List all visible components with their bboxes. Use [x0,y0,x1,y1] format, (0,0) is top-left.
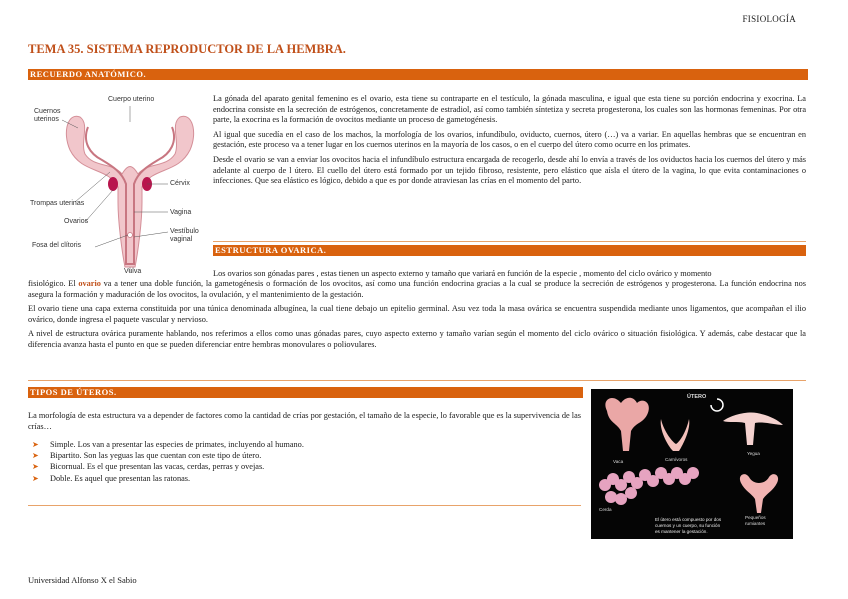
estructura-text [28,279,806,355]
photo-label-carnivoros: Carnívoros [665,457,688,462]
list-item: ➤ Simple. Los van a presentar las especies de primates, incluyendo al humano. [32,440,304,449]
section-band-estructura [213,245,806,256]
label-trompas: Trompas uterinas [30,200,85,207]
photo-label-rumiantes: rumiantes [745,521,766,526]
divider [213,241,806,242]
section-heading-recuerdo: RECUERDO ANATÓMICO. [30,69,147,79]
recuerdo-paragraph-3: Desde el ovario se van a enviar los ovocitos hacia el infundíbulo estructura encargada de recogerlo, desde ahí lo envía a través de los oviductos hacia los cuernos del útero y más adelante al cuerpo de l útero. El cuello del útero está formado por un tejido fibroso, resistente, pero elástico que aísla el útero de la vagina, lo que evita contaminaciones o infecciones. Que sea elástico es lógico, debido a que es por donde atraviesan las crías en el momento del parto. [213,154,806,186]
label-cervix: Cérvix [170,180,190,187]
label-cuerpo-uterino: Cuerpo uterino [108,96,155,103]
divider [28,505,581,506]
arrow-bullet-icon: ➤ [32,451,39,461]
divider [28,380,806,381]
arrow-bullet-icon: ➤ [32,473,39,483]
estructura-paragraph-1: fisiológico. El ovario va a tener una doble función, la gametogénesis o formación de los ovocitos, así como una función endocrina gracias a la cual se produce la secreción de estrógenos y progesterona. La función endocrina nos asegura la formación y maduración de los ovocitos, la ovulación, y el mantenimiento de la gestación. [28,279,806,299]
label-vulva: Vulva [124,268,142,275]
label-vestibulo: Vestíbulo [170,228,199,235]
label-vagina: Vagina [170,209,192,216]
estructura-paragraph-3: A nivel de estructura ovárica puramente hablando, nos referimos a ellos como unas gónadas pares, cuyo aspecto externo y tamaño varían según el momento del ciclo ovárico o situación fisiológica. Y además, cabe destacar que la diferencia avanza hasta el punto en que se pueden diferenciar entre hembras monovulares o poliovulares. [28,329,806,349]
page-title: TEMA 35. SISTEMA REPRODUCTOR DE LA HEMBRA. [28,42,346,56]
arrow-bullet-icon: ➤ [32,440,39,449]
specimen-yegua [723,412,783,445]
arrow-bullet-icon: ➤ [32,462,39,472]
header-subject: FISIOLOGÍA [742,14,796,24]
list-item: ➤ Bipartito. Son las yeguas las que cuentan con este tipo de útero. [32,451,262,461]
recuerdo-paragraph-2: Al igual que sucedía en el caso de los machos, la morfología de los ovarios, infundíbulo, oviducto, cuernos, útero (…) va a variar. En aquellas hembras que se encuentran en gestación, este proceso va a tener lugar en los cuernos uterinos en la mayoría de los casos, o en el cuerpo del útero como ocurre en los primates. [213,129,806,150]
photo-label-pequenos: Pequeños [745,515,766,520]
specimen-vaca [605,398,648,451]
recuerdo-text [213,94,806,191]
photo-caption-line-2: cuernos y un cuerpo, su función [655,523,721,528]
tipos-intro: La morfología de esta estructura va a depender de factores como la cantidad de crías por gestación, el tamaño de la especie, lo favorable que es la supervivencia de las crías… [28,411,581,431]
photo-label-yegua: Yegua [747,451,760,456]
section-heading-estructura: ESTRUCTURA OVARICA. [215,245,327,255]
label-ovarios: Ovarios [64,218,89,225]
section-band-recuerdo [28,69,808,80]
uterus-types-list [28,439,581,484]
photo-label-vaca: Vaca [613,459,624,464]
list-item: ➤ Doble. Es aquel que presentan las ratonas. [32,473,191,483]
photo-title: ÚTERO [687,394,707,400]
photo-caption-line-3: es mantener la gestación. [655,529,708,534]
uterus-types-photo [591,389,793,539]
anatomy-diagram [30,92,210,277]
estructura-paragraph-2: El ovario tiene una capa externa constituida por una túnica denominada albugínea, la cual tiene debajo un epitelio germinal. Asu vez toda la masa ovárica se encuentra suspendida mediante unos ligamentos, que acompañan el ilio ovárico, donde ingresa el paquete vascular y nervioso. [28,304,806,324]
photo-caption-line-1: El útero está compuesto por dos [655,517,722,522]
footer-institution: Universidad Alfonso X el Sabio [28,575,137,585]
label-uterinos: uterinos [34,116,59,123]
label-cuernos: Cuernos [34,108,61,115]
label-fosa-clitoris: Fosa del clítoris [32,242,82,249]
estructura-line-1: Los ovarios son gónadas pares , estas tienen un aspecto externo y tamaño que variará en función de la especie , momento del ciclo ovárico y momento [213,269,712,278]
highlight-ovario: ovario [78,279,101,288]
ovary-left [108,177,118,191]
label-vaginal: vaginal [170,236,193,243]
recuerdo-paragraph-1: La gónada del aparato genital femenino es el ovario, esta tiene su contraparte en el testículo, la gónada masculina, e igual que esta tiene su porción endocrina y exocrina. La endocrina consiste en la secreción de estrógenos, concretamente de estradiol, así como también síntetiza y secreta progesterona, los cuales son las hormonas femeninas. Por otra parte, la exocrina es la formación de ovocitos mediante un proceso de gametogénesis. [213,94,806,125]
specimen-cerda [599,467,699,505]
photo-label-cerda: Cerda [599,507,612,512]
rotate-arrow-icon [711,399,723,411]
clitoral-fossa [128,233,133,238]
specimen-carnivoros [661,419,690,451]
section-heading-tipos: TIPOS DE ÚTEROS. [30,387,117,397]
list-item: ➤ Bicornual. Es el que presentan las vacas, cerdas, perras y ovejas. [32,462,265,472]
specimen-pequenos-rumiantes [740,474,778,513]
section-band-tipos [28,387,583,398]
